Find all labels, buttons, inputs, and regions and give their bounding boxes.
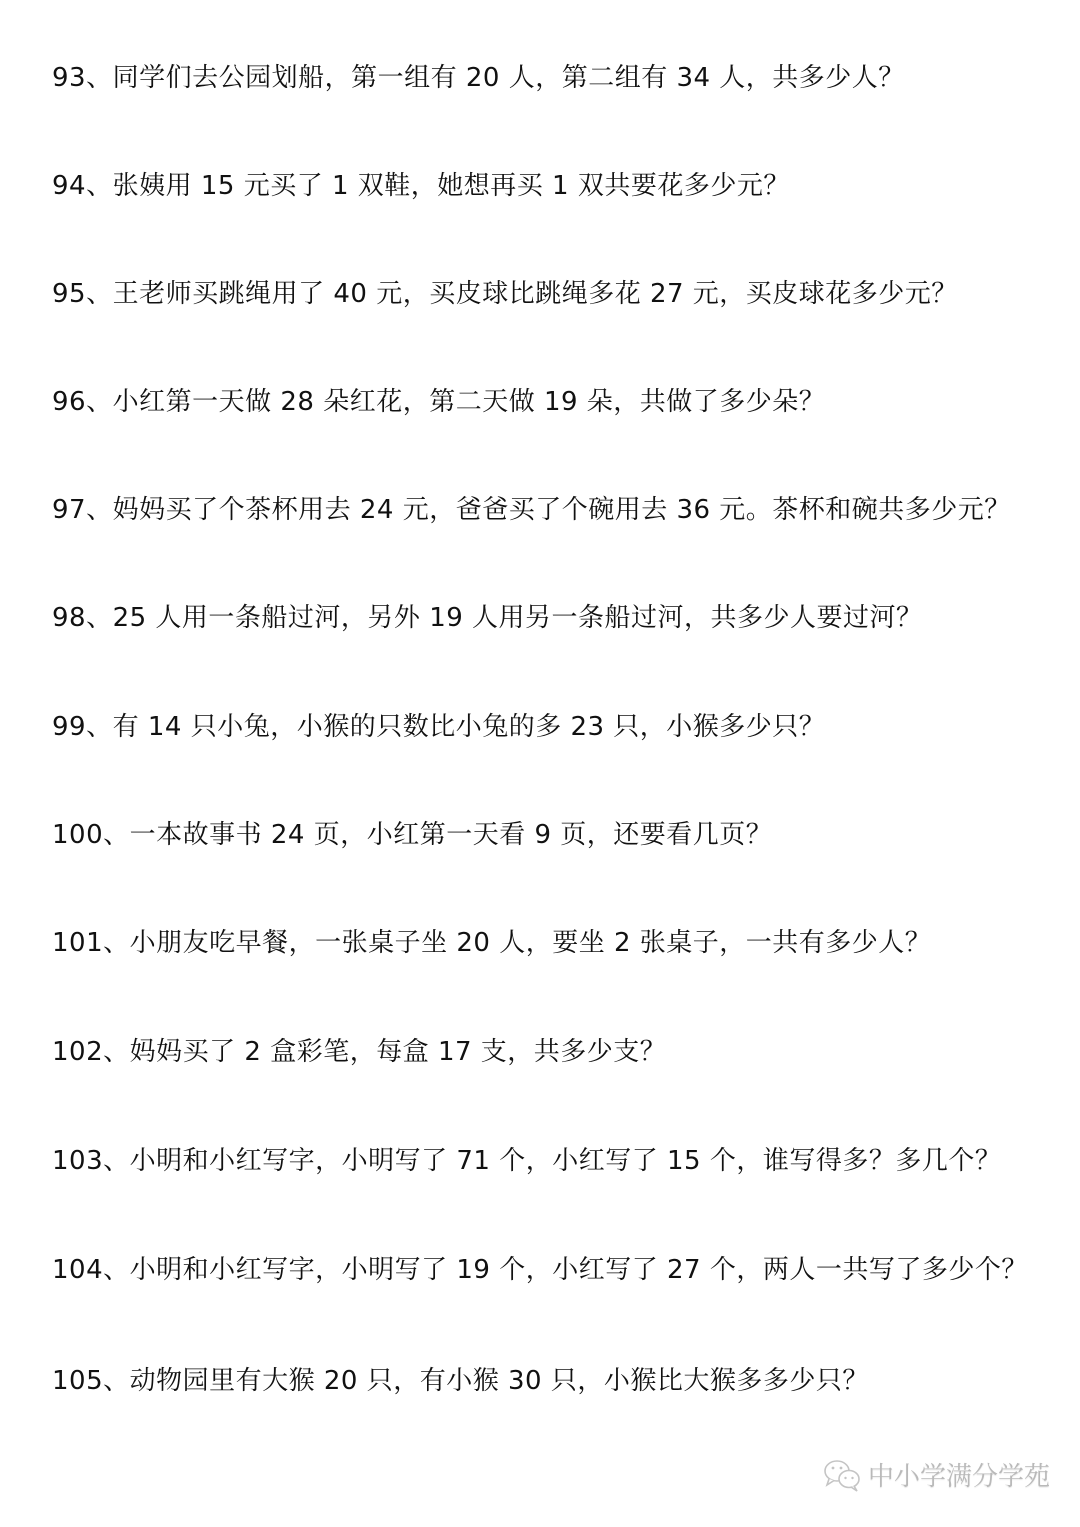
problem-100: 100、一本故事书 24 页，小红第一天看 9 页，还要看几页？ <box>52 820 773 850</box>
problem-97: 97、妈妈买了个茶杯用去 24 元，爸爸买了个碗用去 36 元。茶杯和碗共多少元？ <box>52 495 1011 525</box>
problem-101: 101、小朋友吃早餐，一张桌子坐 20 人，要坐 2 张桌子，一共有多少人？ <box>52 928 932 958</box>
problem-104: 104、小明和小红写字，小明写了 19 个，小红写了 27 个，两人一共写了多少个？ <box>52 1255 1028 1285</box>
problem-94: 94、张姨用 15 元买了 1 双鞋，她想再买 1 双共要花多少元？ <box>52 171 790 201</box>
problem-95: 95、王老师买跳绳用了 40 元，买皮球比跳绳多花 27 元，买皮球花多少元？ <box>52 279 958 309</box>
problem-105: 105、动物园里有大猴 20 只，有小猴 30 只，小猴比大猴多多少只？ <box>52 1366 869 1396</box>
wechat-icon <box>822 1458 862 1492</box>
watermark <box>822 1456 1050 1493</box>
problem-96: 96、小红第一天做 28 朵红花，第二天做 19 朵，共做了多少朵？ <box>52 387 826 417</box>
problem-93: 93、同学们去公园划船，第一组有 20 人，第二组有 34 人，共多少人？ <box>52 63 905 93</box>
problem-103: 103、小明和小红写字，小明写了 71 个，小红写了 15 个，谁写得多？多几个？ <box>52 1146 1002 1176</box>
problem-99: 99、有 14 只小兔，小猴的只数比小兔的多 23 只，小猴多少只？ <box>52 712 826 742</box>
problem-102: 102、妈妈买了 2 盒彩笔，每盒 17 支，共多少支？ <box>52 1037 667 1067</box>
watermark-text: 中小学满分学苑 <box>868 1462 1051 1492</box>
problem-98: 98、25 人用一条船过河，另外 19 人用另一条船过河，共多少人要过河？ <box>52 603 923 633</box>
